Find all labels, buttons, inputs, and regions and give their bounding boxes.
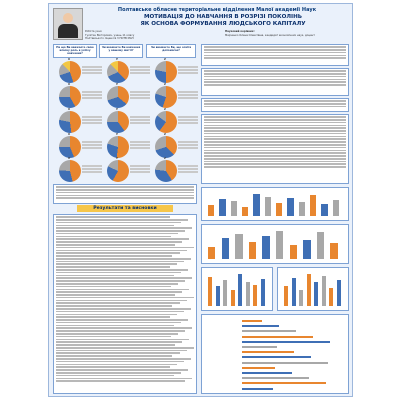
generation-label: Х <box>68 83 70 86</box>
horizontal-bar <box>242 325 279 327</box>
pie-legend-15 <box>178 164 198 186</box>
pie-chart-13 <box>59 160 81 182</box>
generation-label: Z <box>164 58 166 61</box>
text-block-tasks <box>201 68 349 96</box>
bar-chart-1 <box>201 187 349 221</box>
horizontal-bar-chart <box>201 314 349 394</box>
generation-label: Х <box>68 108 70 111</box>
pie-chart-8 <box>107 111 129 133</box>
horizontal-bar <box>242 330 296 332</box>
horizontal-bar <box>242 388 273 390</box>
pie-legend-11 <box>130 140 150 162</box>
author-label: Робота учня <box>85 30 102 33</box>
generation-label: Z <box>164 133 166 136</box>
bar <box>276 203 282 216</box>
question-box-1: На що Ви вважаєте свою власну роль в успіху навчання? <box>53 44 97 58</box>
bar <box>317 232 324 259</box>
title-line-1: МОТИВАЦІЯ ДО НАВЧАННЯ В РОЗРІЗІ ПОКОЛІНЬ <box>143 14 303 20</box>
pie-chart-2 <box>107 61 129 83</box>
generation-label: У <box>116 157 118 160</box>
pie-chart-4 <box>59 86 81 108</box>
pie-legend-2 <box>130 65 150 87</box>
horizontal-bar <box>242 372 292 374</box>
bar <box>321 204 327 216</box>
bar <box>223 280 227 307</box>
bar <box>329 288 333 306</box>
bar <box>231 201 237 216</box>
bar <box>307 274 311 306</box>
generation-label: У <box>116 83 118 86</box>
text-block-summary <box>53 184 197 204</box>
pie-legend-5 <box>130 90 150 112</box>
pie-chart-9 <box>155 111 177 133</box>
pie-chart-6 <box>155 86 177 108</box>
bar <box>299 202 305 216</box>
bar <box>261 279 265 306</box>
question-box-2: Чи вважаєте Ви навчання у вашому житті? <box>99 44 143 58</box>
bar <box>265 197 271 216</box>
generation-label: Х <box>68 157 70 160</box>
organization: Полтавське обласне територіальне відділення Малої академії Наук <box>117 7 317 13</box>
bar <box>292 278 296 306</box>
author-photo <box>53 8 83 40</box>
bar <box>284 286 288 306</box>
bar <box>262 236 269 259</box>
supervisor-name: Марченко Олена Олексіївна, кандидат економічних наук, доцент <box>225 33 315 37</box>
bar <box>299 290 303 306</box>
bar <box>253 285 257 306</box>
title-line-2: ЯК ОСНОВА ФОРМУВАННЯ ЛЮДСЬКОГО КАПІТАЛУ <box>140 21 306 27</box>
pie-chart-10 <box>59 136 81 158</box>
generation-label: Х <box>68 58 70 61</box>
bar <box>246 282 250 306</box>
generation-label: У <box>116 133 118 136</box>
horizontal-bar <box>242 336 313 338</box>
bar <box>287 198 293 216</box>
supervisor-heading: Науковий керівник: <box>225 30 255 33</box>
bar <box>322 276 326 306</box>
horizontal-bar <box>242 382 326 384</box>
generation-label: Z <box>164 108 166 111</box>
bar <box>242 207 248 216</box>
horizontal-bar <box>242 351 294 353</box>
pie-legend-7 <box>82 115 102 137</box>
horizontal-bar <box>242 362 328 364</box>
bar <box>208 277 212 306</box>
bar <box>208 205 214 216</box>
pie-legend-8 <box>130 115 150 137</box>
text-block-object <box>201 98 349 112</box>
bar <box>222 238 229 259</box>
bar <box>216 286 220 306</box>
bar <box>314 282 318 306</box>
bar-chart-3 <box>201 267 273 311</box>
pie-chart-15 <box>155 160 177 182</box>
author-name: Гусятин Вікторович, учень 11 класу <box>85 33 135 37</box>
pie-chart-1 <box>59 61 81 83</box>
text-block-hypothesis <box>201 114 349 184</box>
bar <box>333 200 339 216</box>
bar-chart-2 <box>201 224 349 264</box>
bar <box>310 195 316 216</box>
pie-legend-3 <box>178 65 198 87</box>
bar <box>276 231 283 259</box>
poster <box>48 3 353 397</box>
question-box-3: Чи вважаєте Ви, що освіта допомагає? <box>146 44 196 58</box>
text-block-results <box>53 214 197 394</box>
pie-legend-12 <box>178 140 198 162</box>
results-heading: Результати та висновки <box>77 205 173 212</box>
horizontal-bar <box>242 377 309 379</box>
pie-chart-5 <box>107 86 129 108</box>
text-block-goal <box>201 44 349 66</box>
bar <box>290 245 297 259</box>
pie-legend-14 <box>130 164 150 186</box>
bar <box>231 290 235 306</box>
generation-label: У <box>116 58 118 61</box>
pie-legend-1 <box>82 65 102 87</box>
horizontal-bar <box>242 356 311 358</box>
horizontal-bar <box>242 346 277 348</box>
pie-legend-4 <box>82 90 102 112</box>
pie-chart-11 <box>107 136 129 158</box>
generation-label: Х <box>68 133 70 136</box>
bar <box>235 234 242 259</box>
bar <box>303 240 310 259</box>
generation-label: Z <box>164 83 166 86</box>
pie-chart-12 <box>155 136 177 158</box>
pie-legend-13 <box>82 164 102 186</box>
bar <box>208 247 215 259</box>
bar <box>238 274 242 306</box>
pie-legend-6 <box>178 90 198 112</box>
bar <box>330 243 337 259</box>
bar <box>219 199 225 216</box>
bar <box>337 280 341 306</box>
horizontal-bar <box>242 341 330 343</box>
pie-chart-3 <box>155 61 177 83</box>
pie-chart-7 <box>59 111 81 133</box>
generation-label: У <box>116 108 118 111</box>
pie-chart-14 <box>107 160 129 182</box>
pie-legend-10 <box>82 140 102 162</box>
horizontal-bar <box>242 367 275 369</box>
pie-legend-9 <box>178 115 198 137</box>
horizontal-bar <box>242 320 262 322</box>
bar <box>253 194 259 216</box>
author-school: Полтавського ліцею № 3 ПОТВ МАН <box>85 37 134 40</box>
generation-label: Z <box>164 157 166 160</box>
bar <box>249 242 256 259</box>
bar-chart-4 <box>277 267 349 311</box>
